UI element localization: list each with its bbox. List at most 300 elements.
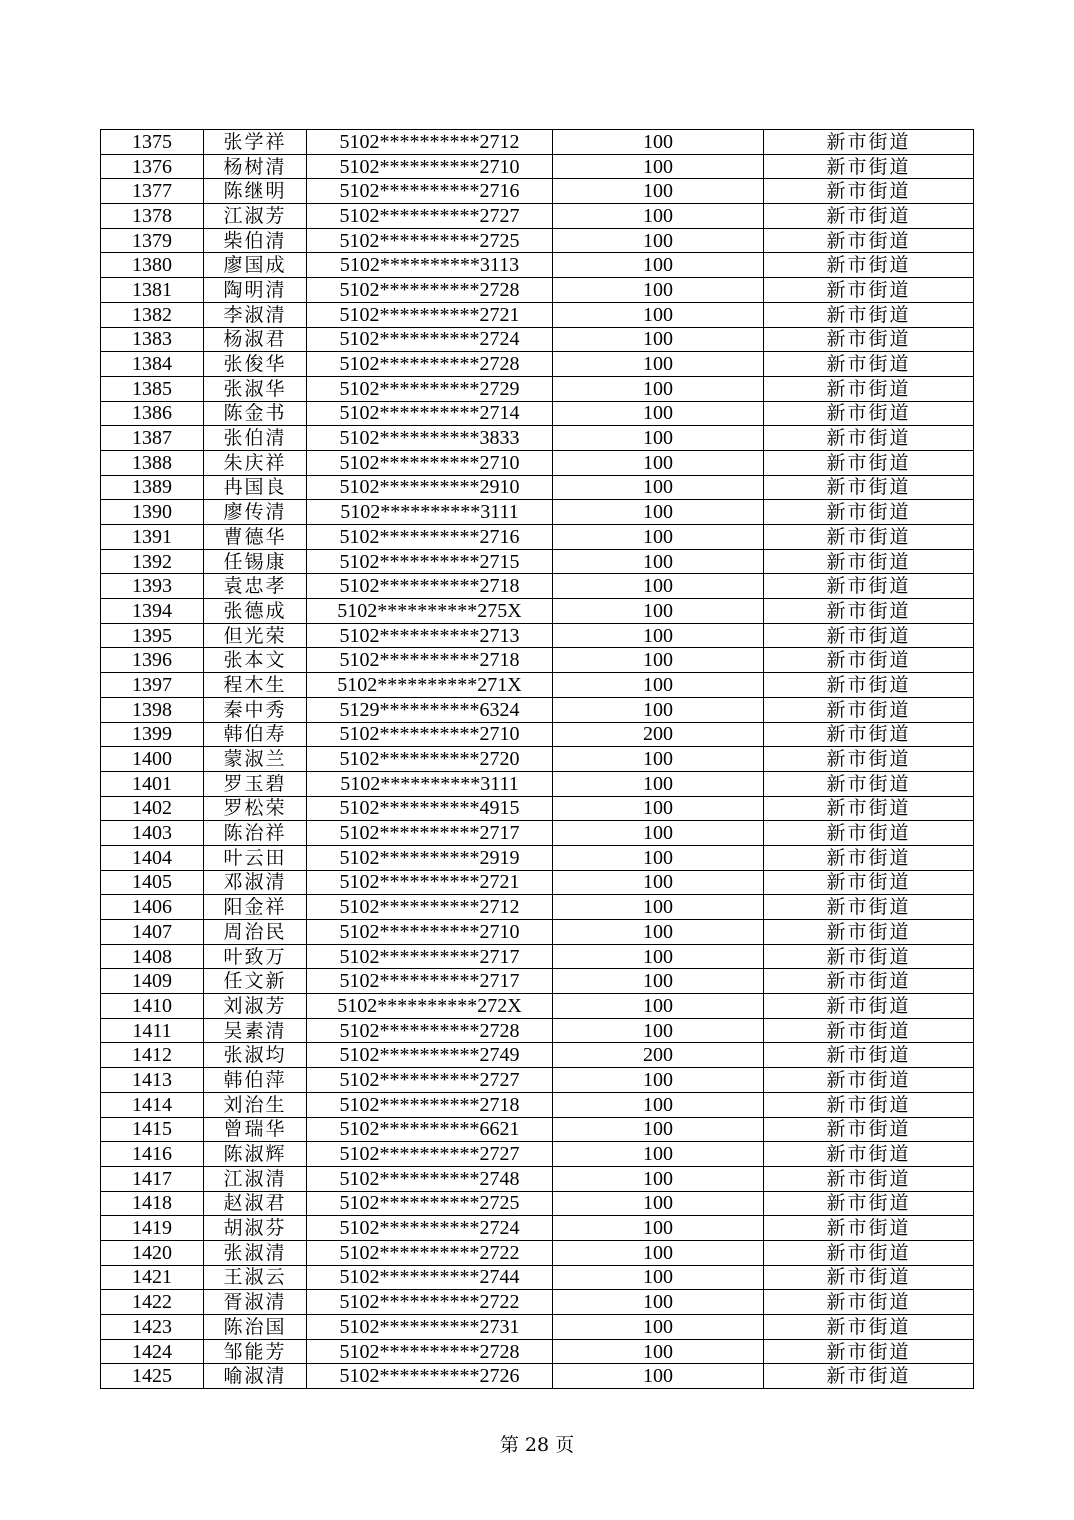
amount-cell: 100 [553, 1240, 764, 1265]
amount-cell: 100 [553, 154, 764, 179]
table-row [101, 1068, 974, 1093]
name-cell: 叶云田 [204, 845, 307, 870]
seq-cell: 1379 [101, 228, 204, 253]
seq-cell: 1389 [101, 475, 204, 500]
name-cell: 曾瑞华 [204, 1117, 307, 1142]
id-number-cell: 5102**********2718 [307, 1092, 553, 1117]
amount-cell: 100 [553, 1068, 764, 1093]
id-number-cell: 5102**********2728 [307, 1018, 553, 1043]
id-number-cell: 5102**********271X [307, 673, 553, 698]
name-cell: 张淑均 [204, 1043, 307, 1068]
id-number-cell: 5102**********2721 [307, 870, 553, 895]
street-cell: 新市街道 [764, 599, 974, 624]
id-number-cell: 5102**********2718 [307, 574, 553, 599]
id-number-cell: 5102**********2710 [307, 920, 553, 945]
name-cell: 朱庆祥 [204, 450, 307, 475]
seq-cell: 1392 [101, 549, 204, 574]
street-cell: 新市街道 [764, 747, 974, 772]
id-number-cell: 5102**********2712 [307, 130, 553, 155]
street-cell: 新市街道 [764, 401, 974, 426]
seq-cell: 1421 [101, 1265, 204, 1290]
amount-cell: 100 [553, 376, 764, 401]
amount-cell: 100 [553, 574, 764, 599]
table-row [101, 154, 974, 179]
table-row [101, 771, 974, 796]
amount-cell: 100 [553, 1191, 764, 1216]
street-cell: 新市街道 [764, 1117, 974, 1142]
amount-cell: 100 [553, 1142, 764, 1167]
id-number-cell: 5102**********2717 [307, 944, 553, 969]
table-row [101, 648, 974, 673]
seq-cell: 1396 [101, 648, 204, 673]
street-cell: 新市街道 [764, 697, 974, 722]
id-number-cell: 5102**********2717 [307, 969, 553, 994]
street-cell: 新市街道 [764, 500, 974, 525]
street-cell: 新市街道 [764, 1364, 974, 1389]
id-number-cell: 5102**********2724 [307, 1216, 553, 1241]
id-number-cell: 5102**********272X [307, 994, 553, 1019]
seq-cell: 1375 [101, 130, 204, 155]
roster-table [100, 129, 974, 1389]
street-cell: 新市街道 [764, 302, 974, 327]
name-cell: 张伯清 [204, 426, 307, 451]
name-cell: 冉国良 [204, 475, 307, 500]
street-cell: 新市街道 [764, 179, 974, 204]
table-row [101, 426, 974, 451]
street-cell: 新市街道 [764, 1018, 974, 1043]
seq-cell: 1419 [101, 1216, 204, 1241]
seq-cell: 1395 [101, 623, 204, 648]
id-number-cell: 5102**********4915 [307, 796, 553, 821]
name-cell: 阳金祥 [204, 895, 307, 920]
table-row [101, 1166, 974, 1191]
table-row [101, 450, 974, 475]
seq-cell: 1381 [101, 278, 204, 303]
amount-cell: 100 [553, 1018, 764, 1043]
street-cell: 新市街道 [764, 253, 974, 278]
id-number-cell: 5102**********2716 [307, 179, 553, 204]
street-cell: 新市街道 [764, 623, 974, 648]
street-cell: 新市街道 [764, 1043, 974, 1068]
amount-cell: 100 [553, 475, 764, 500]
street-cell: 新市街道 [764, 648, 974, 673]
street-cell: 新市街道 [764, 228, 974, 253]
table-row [101, 944, 974, 969]
name-cell: 张本文 [204, 648, 307, 673]
amount-cell: 100 [553, 599, 764, 624]
roster-body [101, 130, 974, 1389]
street-cell: 新市街道 [764, 525, 974, 550]
name-cell: 杨树清 [204, 154, 307, 179]
amount-cell: 100 [553, 130, 764, 155]
table-row [101, 278, 974, 303]
table-row [101, 1216, 974, 1241]
table-row [101, 697, 974, 722]
table-row [101, 228, 974, 253]
id-number-cell: 5102**********2714 [307, 401, 553, 426]
street-cell: 新市街道 [764, 1290, 974, 1315]
amount-cell: 100 [553, 969, 764, 994]
page-number: 第 28 页 [499, 1434, 575, 1456]
id-number-cell: 5102**********2748 [307, 1166, 553, 1191]
amount-cell: 100 [553, 870, 764, 895]
name-cell: 吴素清 [204, 1018, 307, 1043]
street-cell: 新市街道 [764, 352, 974, 377]
seq-cell: 1388 [101, 450, 204, 475]
street-cell: 新市街道 [764, 895, 974, 920]
seq-cell: 1423 [101, 1315, 204, 1340]
street-cell: 新市街道 [764, 426, 974, 451]
table-row [101, 352, 974, 377]
id-number-cell: 5102**********2720 [307, 747, 553, 772]
street-cell: 新市街道 [764, 920, 974, 945]
table-row [101, 1117, 974, 1142]
id-number-cell: 5102**********2722 [307, 1290, 553, 1315]
street-cell: 新市街道 [764, 1240, 974, 1265]
amount-cell: 100 [553, 1364, 764, 1389]
name-cell: 任锡康 [204, 549, 307, 574]
amount-cell: 200 [553, 1043, 764, 1068]
street-cell: 新市街道 [764, 1339, 974, 1364]
seq-cell: 1397 [101, 673, 204, 698]
name-cell: 罗玉碧 [204, 771, 307, 796]
street-cell: 新市街道 [764, 969, 974, 994]
name-cell: 张德成 [204, 599, 307, 624]
seq-cell: 1417 [101, 1166, 204, 1191]
id-number-cell: 5102**********2722 [307, 1240, 553, 1265]
seq-cell: 1401 [101, 771, 204, 796]
street-cell: 新市街道 [764, 796, 974, 821]
seq-cell: 1416 [101, 1142, 204, 1167]
street-cell: 新市街道 [764, 549, 974, 574]
id-number-cell: 5102**********3833 [307, 426, 553, 451]
table-row [101, 920, 974, 945]
seq-cell: 1425 [101, 1364, 204, 1389]
amount-cell: 100 [553, 1339, 764, 1364]
id-number-cell: 5102**********6621 [307, 1117, 553, 1142]
name-cell: 周治民 [204, 920, 307, 945]
id-number-cell: 5102**********2728 [307, 278, 553, 303]
name-cell: 袁忠孝 [204, 574, 307, 599]
amount-cell: 100 [553, 895, 764, 920]
amount-cell: 100 [553, 747, 764, 772]
amount-cell: 200 [553, 722, 764, 747]
table-row [101, 302, 974, 327]
table-row [101, 1315, 974, 1340]
id-number-cell: 5102**********2727 [307, 1068, 553, 1093]
id-number-cell: 5102**********2721 [307, 302, 553, 327]
seq-cell: 1402 [101, 796, 204, 821]
seq-cell: 1390 [101, 500, 204, 525]
seq-cell: 1380 [101, 253, 204, 278]
seq-cell: 1424 [101, 1339, 204, 1364]
name-cell: 曹德华 [204, 525, 307, 550]
amount-cell: 100 [553, 771, 764, 796]
seq-cell: 1403 [101, 821, 204, 846]
name-cell: 江淑清 [204, 1166, 307, 1191]
table-row [101, 525, 974, 550]
amount-cell: 100 [553, 1216, 764, 1241]
seq-cell: 1400 [101, 747, 204, 772]
id-number-cell: 5102**********2713 [307, 623, 553, 648]
seq-cell: 1418 [101, 1191, 204, 1216]
id-number-cell: 5102**********3111 [307, 500, 553, 525]
seq-cell: 1378 [101, 204, 204, 229]
table-row [101, 500, 974, 525]
table-row [101, 130, 974, 155]
name-cell: 但光荣 [204, 623, 307, 648]
seq-cell: 1384 [101, 352, 204, 377]
amount-cell: 100 [553, 1166, 764, 1191]
id-number-cell: 5129**********6324 [307, 697, 553, 722]
amount-cell: 100 [553, 1265, 764, 1290]
seq-cell: 1385 [101, 376, 204, 401]
name-cell: 陶明清 [204, 278, 307, 303]
seq-cell: 1405 [101, 870, 204, 895]
amount-cell: 100 [553, 994, 764, 1019]
name-cell: 陈继明 [204, 179, 307, 204]
id-number-cell: 5102**********2715 [307, 549, 553, 574]
id-number-cell: 5102**********2710 [307, 722, 553, 747]
seq-cell: 1394 [101, 599, 204, 624]
id-number-cell: 5102**********2749 [307, 1043, 553, 1068]
id-number-cell: 5102**********2712 [307, 895, 553, 920]
amount-cell: 100 [553, 302, 764, 327]
id-number-cell: 5102**********2724 [307, 327, 553, 352]
street-cell: 新市街道 [764, 1092, 974, 1117]
seq-cell: 1386 [101, 401, 204, 426]
table-row [101, 179, 974, 204]
seq-cell: 1399 [101, 722, 204, 747]
name-cell: 杨淑君 [204, 327, 307, 352]
table-row [101, 1240, 974, 1265]
id-number-cell: 5102**********2710 [307, 450, 553, 475]
amount-cell: 100 [553, 1290, 764, 1315]
seq-cell: 1406 [101, 895, 204, 920]
name-cell: 秦中秀 [204, 697, 307, 722]
table-row [101, 969, 974, 994]
name-cell: 韩伯萍 [204, 1068, 307, 1093]
id-number-cell: 5102**********2919 [307, 845, 553, 870]
seq-cell: 1383 [101, 327, 204, 352]
name-cell: 柴伯清 [204, 228, 307, 253]
name-cell: 李淑清 [204, 302, 307, 327]
street-cell: 新市街道 [764, 1315, 974, 1340]
name-cell: 蒙淑兰 [204, 747, 307, 772]
street-cell: 新市街道 [764, 821, 974, 846]
id-number-cell: 5102**********3113 [307, 253, 553, 278]
table-row [101, 623, 974, 648]
id-number-cell: 5102**********2710 [307, 154, 553, 179]
street-cell: 新市街道 [764, 1265, 974, 1290]
seq-cell: 1414 [101, 1092, 204, 1117]
street-cell: 新市街道 [764, 1142, 974, 1167]
amount-cell: 100 [553, 253, 764, 278]
street-cell: 新市街道 [764, 944, 974, 969]
amount-cell: 100 [553, 673, 764, 698]
street-cell: 新市街道 [764, 154, 974, 179]
name-cell: 邓淑清 [204, 870, 307, 895]
street-cell: 新市街道 [764, 574, 974, 599]
name-cell: 任文新 [204, 969, 307, 994]
table-row [101, 204, 974, 229]
street-cell: 新市街道 [764, 1191, 974, 1216]
street-cell: 新市街道 [764, 450, 974, 475]
table-row [101, 327, 974, 352]
name-cell: 叶致万 [204, 944, 307, 969]
name-cell: 刘治生 [204, 1092, 307, 1117]
amount-cell: 100 [553, 549, 764, 574]
id-number-cell: 5102**********2728 [307, 1339, 553, 1364]
table-row [101, 574, 974, 599]
amount-cell: 100 [553, 500, 764, 525]
seq-cell: 1412 [101, 1043, 204, 1068]
id-number-cell: 5102**********2726 [307, 1364, 553, 1389]
table-row [101, 1265, 974, 1290]
amount-cell: 100 [553, 821, 764, 846]
amount-cell: 100 [553, 179, 764, 204]
amount-cell: 100 [553, 1092, 764, 1117]
table-row [101, 1018, 974, 1043]
name-cell: 胡淑芬 [204, 1216, 307, 1241]
street-cell: 新市街道 [764, 845, 974, 870]
table-row [101, 673, 974, 698]
amount-cell: 100 [553, 944, 764, 969]
amount-cell: 100 [553, 648, 764, 673]
name-cell: 王淑云 [204, 1265, 307, 1290]
name-cell: 邹能芳 [204, 1339, 307, 1364]
table-row [101, 549, 974, 574]
table-row [101, 1364, 974, 1389]
table-row [101, 895, 974, 920]
id-number-cell: 5102**********2718 [307, 648, 553, 673]
table-row [101, 796, 974, 821]
table-row [101, 1339, 974, 1364]
seq-cell: 1413 [101, 1068, 204, 1093]
street-cell: 新市街道 [764, 204, 974, 229]
table-row [101, 821, 974, 846]
name-cell: 廖国成 [204, 253, 307, 278]
id-number-cell: 5102**********2727 [307, 204, 553, 229]
table-row [101, 401, 974, 426]
table-row [101, 599, 974, 624]
name-cell: 陈金书 [204, 401, 307, 426]
amount-cell: 100 [553, 1117, 764, 1142]
id-number-cell: 5102**********2725 [307, 228, 553, 253]
name-cell: 胥淑清 [204, 1290, 307, 1315]
name-cell: 张淑清 [204, 1240, 307, 1265]
amount-cell: 100 [553, 623, 764, 648]
amount-cell: 100 [553, 278, 764, 303]
name-cell: 陈淑辉 [204, 1142, 307, 1167]
amount-cell: 100 [553, 450, 764, 475]
name-cell: 廖传清 [204, 500, 307, 525]
name-cell: 韩伯寿 [204, 722, 307, 747]
street-cell: 新市街道 [764, 994, 974, 1019]
seq-cell: 1410 [101, 994, 204, 1019]
street-cell: 新市街道 [764, 1166, 974, 1191]
amount-cell: 100 [553, 796, 764, 821]
id-number-cell: 5102**********2725 [307, 1191, 553, 1216]
seq-cell: 1376 [101, 154, 204, 179]
name-cell: 刘淑芳 [204, 994, 307, 1019]
name-cell: 赵淑君 [204, 1191, 307, 1216]
table-row [101, 253, 974, 278]
table-row [101, 1191, 974, 1216]
table-row [101, 376, 974, 401]
table-row [101, 1092, 974, 1117]
seq-cell: 1404 [101, 845, 204, 870]
table-row [101, 845, 974, 870]
name-cell: 张学祥 [204, 130, 307, 155]
table-row [101, 994, 974, 1019]
seq-cell: 1387 [101, 426, 204, 451]
street-cell: 新市街道 [764, 1068, 974, 1093]
seq-cell: 1382 [101, 302, 204, 327]
table-row [101, 1142, 974, 1167]
street-cell: 新市街道 [764, 327, 974, 352]
name-cell: 程木生 [204, 673, 307, 698]
street-cell: 新市街道 [764, 376, 974, 401]
id-number-cell: 5102**********2731 [307, 1315, 553, 1340]
seq-cell: 1393 [101, 574, 204, 599]
seq-cell: 1407 [101, 920, 204, 945]
name-cell: 喻淑清 [204, 1364, 307, 1389]
id-number-cell: 5102**********2728 [307, 352, 553, 377]
amount-cell: 100 [553, 920, 764, 945]
street-cell: 新市街道 [764, 722, 974, 747]
amount-cell: 100 [553, 204, 764, 229]
street-cell: 新市街道 [764, 771, 974, 796]
seq-cell: 1391 [101, 525, 204, 550]
street-cell: 新市街道 [764, 130, 974, 155]
street-cell: 新市街道 [764, 278, 974, 303]
amount-cell: 100 [553, 352, 764, 377]
street-cell: 新市街道 [764, 673, 974, 698]
id-number-cell: 5102**********2910 [307, 475, 553, 500]
amount-cell: 100 [553, 697, 764, 722]
amount-cell: 100 [553, 525, 764, 550]
amount-cell: 100 [553, 845, 764, 870]
id-number-cell: 5102**********2729 [307, 376, 553, 401]
street-cell: 新市街道 [764, 475, 974, 500]
seq-cell: 1411 [101, 1018, 204, 1043]
seq-cell: 1377 [101, 179, 204, 204]
seq-cell: 1422 [101, 1290, 204, 1315]
seq-cell: 1420 [101, 1240, 204, 1265]
table-row [101, 870, 974, 895]
name-cell: 陈治祥 [204, 821, 307, 846]
name-cell: 陈治国 [204, 1315, 307, 1340]
amount-cell: 100 [553, 327, 764, 352]
seq-cell: 1409 [101, 969, 204, 994]
name-cell: 张淑华 [204, 376, 307, 401]
table-row [101, 1043, 974, 1068]
id-number-cell: 5102**********2717 [307, 821, 553, 846]
amount-cell: 100 [553, 426, 764, 451]
table-row [101, 722, 974, 747]
table-row [101, 747, 974, 772]
name-cell: 张俊华 [204, 352, 307, 377]
amount-cell: 100 [553, 1315, 764, 1340]
seq-cell: 1415 [101, 1117, 204, 1142]
id-number-cell: 5102**********2727 [307, 1142, 553, 1167]
table-row [101, 475, 974, 500]
street-cell: 新市街道 [764, 870, 974, 895]
table-row [101, 1290, 974, 1315]
name-cell: 罗松荣 [204, 796, 307, 821]
seq-cell: 1408 [101, 944, 204, 969]
